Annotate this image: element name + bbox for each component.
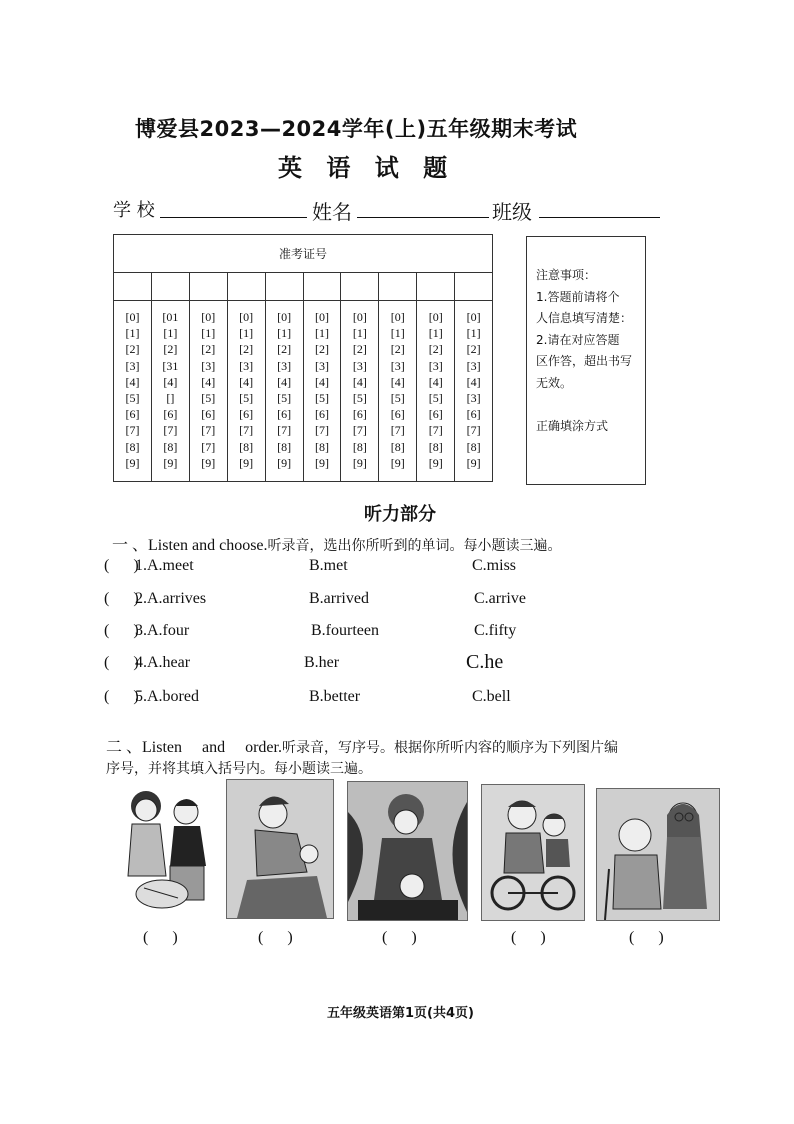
exam-id-bubbles <box>455 309 492 471</box>
option-a: 4.A.hear <box>135 654 191 671</box>
exam-id-column <box>341 273 379 481</box>
exam-id-bubble[interactable]: [5] <box>352 391 367 406</box>
exam-id-bubble[interactable]: [4] <box>125 374 140 389</box>
picture-answer-paren[interactable]: ( ) <box>258 929 293 946</box>
option-a: 5.A.bored <box>135 688 199 705</box>
exam-id-bubble[interactable]: [0] <box>352 310 367 324</box>
option-a: 1.A.meet <box>135 557 194 574</box>
notice-line: 无效。 <box>536 375 573 390</box>
exam-id-bubble[interactable]: [9] <box>428 455 443 470</box>
picture-5-girl-helping-elderly-man <box>596 788 720 921</box>
option-a: 3.A.four <box>135 622 190 639</box>
exam-id-bubble[interactable]: [6] <box>239 407 254 422</box>
exam-id-bubble[interactable]: [2] <box>390 342 405 357</box>
exam-id-bubble[interactable]: [7] <box>352 423 367 438</box>
exam-id-bubbles <box>341 309 378 471</box>
notice-line: 区作答，超出书写 <box>536 354 633 368</box>
exam-id-bubble[interactable]: [6] <box>466 407 481 422</box>
exam-id-bubble[interactable]: [6] <box>125 407 140 422</box>
exam-id-bubble[interactable]: [8] <box>239 439 254 454</box>
exam-id-bubble[interactable]: [7] <box>201 423 216 438</box>
exam-id-bubble[interactable]: [4] <box>163 374 178 389</box>
exam-id-bubble[interactable]: [2] <box>277 342 292 357</box>
exam-id-digit-input[interactable] <box>379 273 416 301</box>
exam-id-bubble[interactable]: [5] <box>201 391 216 406</box>
picture-3-woman-with-child <box>347 781 468 921</box>
exam-id-bubble[interactable]: [9] <box>352 455 367 470</box>
part2-heading <box>106 734 618 757</box>
exam-id-bubble[interactable]: [4] <box>277 374 292 389</box>
exam-id-label: 准考证号 <box>114 235 492 273</box>
option-c: C.miss <box>472 557 517 574</box>
exam-id-bubble[interactable]: [9] <box>125 455 140 470</box>
option-c: C.bell <box>472 688 511 705</box>
exam-id-bubble[interactable]: [0] <box>277 310 292 324</box>
picture-1-couple-lifting-bag <box>114 780 224 918</box>
part1-instruction: 听录音，选出你所听到的单词。每小题读三遍。 <box>267 538 562 554</box>
exam-id-bubbles <box>379 309 416 471</box>
exam-id-bubble[interactable]: [9] <box>390 455 405 470</box>
exam-id-digit-input[interactable] <box>266 273 303 301</box>
exam-id-bubble[interactable]: [4] <box>466 374 481 389</box>
option-a: 2.A.arrives <box>135 590 207 607</box>
exam-id-bubble[interactable]: [6] <box>163 407 178 422</box>
exam-id-bubble[interactable]: [01 <box>162 310 179 324</box>
exam-id-bubble[interactable]: [0] <box>201 310 216 324</box>
exam-id-bubble[interactable]: [4] <box>428 374 443 389</box>
exam-id-box <box>113 234 493 482</box>
exam-id-bubble[interactable]: [1] <box>125 326 140 341</box>
notice-line: 注意事项： <box>536 268 597 282</box>
exam-id-bubble[interactable]: [1] <box>352 326 367 341</box>
exam-id-digit-input[interactable] <box>114 273 151 301</box>
notice-box <box>526 236 646 485</box>
exam-id-bubble[interactable]: [5] <box>125 391 140 406</box>
exam-id-bubble[interactable]: [2] <box>314 342 329 357</box>
exam-id-column <box>455 273 492 481</box>
exam-id-bubble[interactable]: [8] <box>125 439 140 454</box>
exam-id-digit-input[interactable] <box>341 273 378 301</box>
notice-line: 2.请在对应答题 <box>536 332 620 347</box>
exam-id-bubble[interactable]: [4] <box>390 374 405 389</box>
school-field[interactable] <box>160 217 307 218</box>
class-field[interactable] <box>539 217 660 218</box>
exam-id-bubble[interactable]: [9] <box>163 455 178 470</box>
picture-answer-paren[interactable]: ( ) <box>629 929 664 946</box>
exam-id-bubble[interactable]: [1] <box>201 326 216 341</box>
exam-id-column <box>114 273 152 481</box>
option-c: C.he <box>466 651 504 673</box>
exam-id-bubble[interactable]: [7] <box>125 423 140 438</box>
answer-paren: ( ) <box>104 590 139 607</box>
name-field[interactable] <box>357 217 489 218</box>
exam-id-bubble[interactable]: [1] <box>314 326 329 341</box>
option-c: C.fifty <box>474 622 517 639</box>
exam-id-column <box>417 273 455 481</box>
page-footer: 五年级英语第1页(共4页) <box>327 1006 474 1021</box>
exam-id-column <box>152 273 190 481</box>
answer-paren: ( ) <box>104 557 139 574</box>
exam-id-bubble[interactable]: [6] <box>428 407 443 422</box>
exam-id-bubble[interactable]: [1] <box>428 326 443 341</box>
option-b: B.met <box>309 557 348 574</box>
exam-id-bubble[interactable]: [7] <box>390 423 405 438</box>
exam-id-bubbles <box>304 309 341 471</box>
notice-line: 1.答题前请将个 <box>536 289 620 304</box>
class-label: 班级 <box>492 200 532 224</box>
option-b: B.fourteen <box>311 622 379 639</box>
exam-id-digit-input[interactable] <box>190 273 227 301</box>
exam-id-bubble[interactable]: [5] <box>277 391 292 406</box>
exam-id-bubbles <box>266 309 303 471</box>
exam-id-bubble[interactable]: [7] <box>466 423 481 438</box>
exam-id-bubble[interactable]: [8] <box>428 439 443 454</box>
exam-id-bubble[interactable]: [2] <box>201 342 216 357</box>
exam-id-bubble[interactable]: [0] <box>125 310 140 324</box>
exam-id-bubble[interactable]: [2] <box>239 342 254 357</box>
picture-answer-paren[interactable]: ( ) <box>382 929 417 946</box>
answer-paren: ( ) <box>104 654 139 671</box>
listening-section-title: 听力部分 <box>364 504 436 525</box>
picture-answer-paren[interactable]: ( ) <box>143 929 178 946</box>
exam-id-bubble[interactable]: [4] <box>239 374 254 389</box>
part1-prefix: 一 、Listen and choose. <box>112 537 268 554</box>
notice-line <box>536 394 637 416</box>
exam-id-bubble[interactable]: [9] <box>314 455 329 470</box>
exam-id-bubble[interactable]: [4] <box>314 374 329 389</box>
exam-id-bubble[interactable]: [2] <box>163 342 178 357</box>
notice-line: 人信息填写清楚： <box>536 311 633 325</box>
name-label: 姓名 <box>312 200 352 224</box>
exam-id-bubble[interactable]: [8] <box>352 439 367 454</box>
exam-id-bubble[interactable]: [7] <box>239 423 254 438</box>
exam-id-bubble[interactable]: [8] <box>466 439 481 454</box>
option-b: B.arrived <box>309 590 369 607</box>
exam-id-bubble[interactable]: [5] <box>428 391 443 406</box>
part1-heading <box>112 532 562 555</box>
exam-id-bubble[interactable]: [1] <box>239 326 254 341</box>
part2-prefix: 二 、Listen and order. <box>106 739 282 756</box>
exam-id-bubble[interactable]: [] <box>166 391 175 406</box>
exam-id-digit-input[interactable] <box>417 273 454 301</box>
notice-line: 正确填涂方式 <box>536 418 609 433</box>
exam-id-bubble[interactable]: [6] <box>352 407 367 422</box>
exam-id-bubble[interactable]: [9] <box>277 455 292 470</box>
exam-id-bubble[interactable]: [9] <box>466 455 481 470</box>
exam-id-bubble[interactable]: [31 <box>162 358 179 373</box>
exam-id-digit-input[interactable] <box>152 273 189 301</box>
exam-id-bubble[interactable]: [0] <box>239 310 254 324</box>
exam-id-bubble[interactable]: [5] <box>239 391 254 406</box>
exam-id-bubble[interactable]: [3] <box>466 358 481 373</box>
exam-id-bubble[interactable]: [3] <box>314 358 329 373</box>
exam-id-bubble[interactable]: [2] <box>428 342 443 357</box>
exam-id-bubble[interactable]: [0] <box>428 310 443 324</box>
exam-id-bubble[interactable]: [9] <box>239 455 254 470</box>
option-b: B.better <box>309 688 361 705</box>
answer-paren: ( ) <box>104 688 139 705</box>
exam-id-bubble[interactable]: [8] <box>390 439 405 454</box>
exam-id-column <box>304 273 342 481</box>
exam-id-bubble[interactable]: [3] <box>277 358 292 373</box>
exam-id-bubbles <box>114 309 151 471</box>
exam-id-bubble[interactable]: [7] <box>163 423 178 438</box>
part2-instruction-1: 听录音，写序号。根据你所听内容的顺序为下列图片编 <box>281 740 618 756</box>
exam-id-bubble[interactable]: [9] <box>201 455 216 470</box>
exam-title: 博爱县2023—2024学年(上)五年级期末考试 <box>135 117 578 141</box>
exam-id-bubble[interactable]: [7] <box>314 423 329 438</box>
exam-id-bubble[interactable]: [3] <box>352 358 367 373</box>
exam-id-bubble[interactable]: [1] <box>466 326 481 341</box>
exam-id-bubble[interactable]: [8] <box>163 439 178 454</box>
exam-id-bubble[interactable]: [6] <box>390 407 405 422</box>
picture-2-man-helping-child <box>226 779 334 919</box>
exam-id-bubble[interactable]: [1] <box>277 326 292 341</box>
school-label: 学 校 <box>113 200 155 221</box>
exam-id-bubble[interactable]: [1] <box>163 326 178 341</box>
exam-id-bubble[interactable]: [2] <box>466 342 481 357</box>
part2-instruction-2: 序号，并将其填入括号内。每小题读三遍。 <box>106 761 372 777</box>
exam-id-bubble[interactable]: [5] <box>314 391 329 406</box>
exam-id-bubble[interactable]: [3] <box>125 358 140 373</box>
exam-id-column <box>190 273 228 481</box>
exam-id-bubble[interactable]: [5] <box>390 391 405 406</box>
exam-id-bubble[interactable]: [3] <box>428 358 443 373</box>
exam-id-bubble[interactable]: [2] <box>125 342 140 357</box>
exam-id-bubble[interactable]: [0] <box>390 310 405 324</box>
option-b: B.her <box>304 654 340 671</box>
exam-id-bubble[interactable]: [1] <box>390 326 405 341</box>
exam-id-column <box>266 273 304 481</box>
exam-id-column <box>228 273 266 481</box>
part2-instruction-line2 <box>106 758 372 778</box>
exam-id-bubbles <box>152 309 189 471</box>
exam-id-bubbles <box>228 309 265 471</box>
exam-id-digit-input[interactable] <box>228 273 265 301</box>
option-c: C.arrive <box>474 590 526 607</box>
exam-id-bubble[interactable]: [0] <box>314 310 329 324</box>
exam-subtitle: 英 语 试 题 <box>278 154 456 182</box>
exam-id-bubble[interactable]: [0] <box>466 310 481 324</box>
exam-id-bubble[interactable]: [6] <box>277 407 292 422</box>
exam-id-bubble[interactable]: [3] <box>201 358 216 373</box>
exam-id-bubble[interactable]: [7] <box>201 439 216 454</box>
exam-id-digit-input[interactable] <box>304 273 341 301</box>
exam-id-columns <box>114 273 492 481</box>
exam-id-bubble[interactable]: [7] <box>277 423 292 438</box>
exam-id-bubble[interactable]: [3] <box>390 358 405 373</box>
exam-id-bubble[interactable]: [4] <box>201 374 216 389</box>
exam-id-bubbles <box>417 309 454 471</box>
exam-id-bubble[interactable]: [6] <box>314 407 329 422</box>
answer-paren: ( ) <box>104 622 139 639</box>
exam-id-bubble[interactable]: [8] <box>314 439 329 454</box>
exam-id-column <box>379 273 417 481</box>
exam-id-bubble[interactable]: [2] <box>352 342 367 357</box>
exam-id-bubble[interactable]: [6] <box>201 407 216 422</box>
exam-id-bubble[interactable]: [7] <box>428 423 443 438</box>
picture-answer-paren[interactable]: ( ) <box>511 929 546 946</box>
exam-id-bubble[interactable]: [4] <box>352 374 367 389</box>
exam-id-digit-input[interactable] <box>455 273 492 301</box>
exam-id-bubble[interactable]: [3] <box>466 391 481 406</box>
exam-id-bubble[interactable]: [8] <box>277 439 292 454</box>
exam-id-bubbles <box>190 309 227 471</box>
exam-id-bubble[interactable]: [3] <box>239 358 254 373</box>
picture-4-grandpa-and-boy-cycling <box>481 784 585 921</box>
